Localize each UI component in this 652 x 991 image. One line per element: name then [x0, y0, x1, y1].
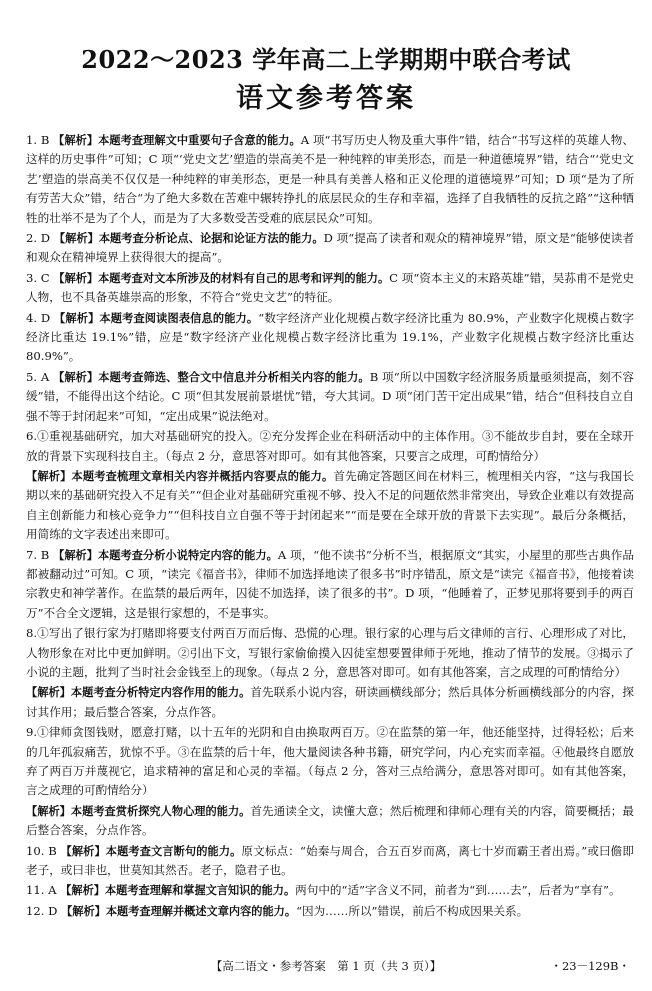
answer-item: 4. D 【解析】本题考查阅读图表信息的能力。“数字经济产业化规模占数字经济比重为 80.9%，产业数字化规模占数字经济比重达 19.1%”错，应是“数字经济产业化规模占数字经济比重为 19.1%，产业数字化规模占数字经济比重达 80.9%”。: [26, 310, 634, 364]
answer-item: 12. D 【解析】本题考查理解并概述文章内容的能力。“因为……所以”错误，前后不构成因果关系。: [26, 903, 529, 918]
exam-title: 2022～2023 学年高二上学期期中联合考试: [81, 45, 571, 74]
answer-item: 6.①重视基础研究，加大对基础研究的投入。②充分发挥企业在科研活动中的主体作用。③不能故步自封，要在全球开放的背景下实现科技自主。（每点 2 分，意思答对即可。如有其他答案，只要言之成理，可酌情给分）: [26, 429, 634, 463]
answer-item: 5. A 【解析】本题考查筛选、整合文中信息并分析相关内容的能力。B 项“所以中国数字经济服务质量亟须提高，刻不容缓”错，不能得出这个结论。C 项“但其发展前景堪忧”错，夸大其词。D 项“闭门苦干定出成果”错，结合“但科技自立自强不等于封闭起来”可知，“定出成果”说法绝对。: [26, 369, 634, 423]
answer-item: 1. B 【解析】本题考查理解文中重要句子含意的能力。A 项“书写历史人物及重大事件”错，结合“书写这样的英雄人物、这样的历史事件”可知；C 项“‘党史文艺’塑造的崇高美不是一种纯粹的审美形态，而是一种道德境界”错，结合“‘党史文艺’塑造的崇高美不仅仅是一种纯粹的审美形态，更是一种具有美善人格和正义伦理的道德境界”可知；D 项“是为了所有劳苦大众”错，结合“为了绝大多数在苦难中辗转挣扎的底层民众的生存和幸福，选择了自我牺牲的反抗之路”“这种牺牲的壮举不是为了个人，而是为了大多数受苦受难的底层民众”可知。: [26, 133, 634, 225]
answer-item: 10. B 【解析】本题考查文言断句的能力。原文标点：“始秦与周合，合五百岁而离，离七十岁而霸王者出焉。”或曰儋即老子，或曰非也，世莫知其然否。老子，隐君子也。: [26, 843, 634, 878]
footer-code: ・23－129B・: [550, 959, 630, 973]
document-subtitle: 语文参考答案: [236, 83, 416, 114]
footer-page-info: 【高二语文・参考答案 第 1 页（共 3 页）】: [210, 959, 442, 973]
answer-item: 3. C 【解析】本题考查对文本所涉及的材料有自己的思考和评判的能力。C 项“资本主义的末路英雄”错，吴荪甫不是党史人物，也不具备英雄崇高的形象，不符合“党史文艺”的特征。: [26, 270, 634, 305]
answer-item: 9.①律师贪图钱财，愿意打赌，以十五年的光阴和自由换取两百万。②在监禁的第一年，他还能坚持，过得轻松；后来的几年孤寂痛苦，犹惊不乎。③在监禁的后十年，他大量阅读各种书籍，研究学问，内心充实而幸福。④他最终自愿放弃了两百万并蔑视它，追求精神的富足和心灵的幸福。（每点 2 分，答对三点给满分，意思答对即可。如有其他答案，言之成理的可酌情给分）: [26, 725, 634, 798]
page-footer: [0, 958, 652, 976]
answer-item: 2. D 【解析】本题考查分析论点、论据和论证方法的能力。D 项“提高了读者和观众的精神境界”错，原文是“能够使读者和观众在精神境界上获得很大的提高”。: [26, 231, 635, 265]
answer-list: [26, 131, 634, 921]
answer-item: 8.①写出了银行家为打赌即将要支付两百万而后悔、恐慌的心理。银行家的心理与后文律师的言行、心理形成了对比，人物形象在对比中更加鲜明。②引出下文，写银行家偷偷摸入囚徒室想要置律师于死地，推动了情节的发展。③揭示了小说的主题，批判了当时社会金钱至上的现象。（每点 2 分，意思答对即可。如有其他答案，言之成理的可酌情给分）: [26, 626, 634, 679]
analysis-item: 【解析】本题考查分析特定内容作用的能力。首先联系小说内容，研读画横线部分；然后具体分析画横线部分的内容，探讨其作用；最后整合答案，分点作答。: [26, 685, 634, 719]
analysis-item: 【解析】本题考查梳理文章相关内容并概括内容要点的能力。首先确定答题区间在材料三，梳理相关内容，“这与我国长期以来的基础研究投入不足有关”“但企业对基础研究重视不够、投入不足的问题依然非常突出，导致企业难以有效提高自主创新能力和核心竞争力”“但科技自立自强不等于封闭起来”“而是要在全球开放的背景下去实现”。最后分条概括，用简练的文字表述出来即可。: [26, 468, 634, 542]
answer-item: 11. A 【解析】本题考查理解和掌握文言知识的能力。两句中的“适”字含义不同，前者为“到……去”，后者为“享有”。: [26, 883, 621, 898]
answer-item: 7. B 【解析】本题考查分析小说特定内容的能力。A 项，“他不读书”分析不当，根据原文“其实，小屋里的那些古典作品都被翻动过”可知。C 项，“读完《福音书》，律师不加选择地读了很多书”时序错乱，原文是“读完《福音书》，他接着读宗教史和神学著作。在监禁的最后两年，囚徒不加选择，读了很多的书”。D 项，“他睡着了，正梦见那将要到手的两百万”不合全文逻辑，这是银行家想的，不是事实。: [26, 547, 634, 620]
analysis-item: 【解析】本题考查赏析探究人物心理的能力。首先通读全文，读懂大意；然后梳理和律师心理有关的内容，简要概括；最后整合答案，分点作答。: [26, 803, 634, 838]
